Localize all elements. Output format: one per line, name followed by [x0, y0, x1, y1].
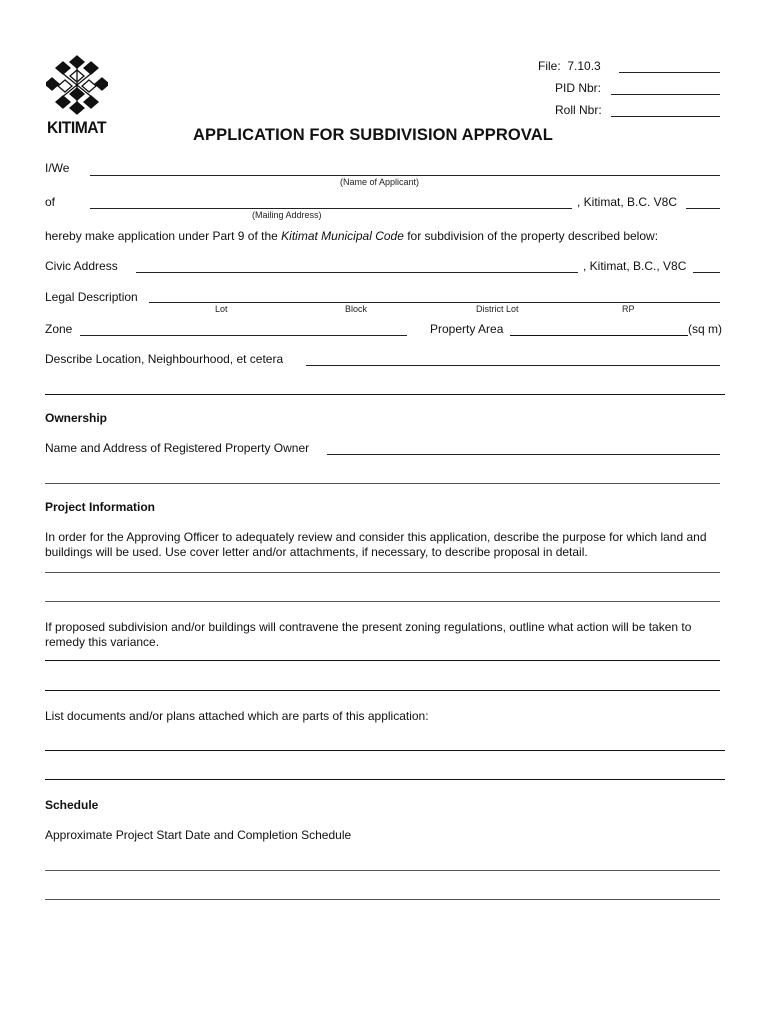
roll-field[interactable] — [611, 116, 720, 117]
applicant-name-field[interactable] — [90, 175, 720, 176]
legal-lot-hint: Lot — [215, 304, 228, 314]
applicant-label: I/We — [45, 161, 70, 175]
location-field[interactable] — [306, 365, 720, 366]
project-info-heading: Project Information — [45, 500, 156, 514]
variance-field-2[interactable] — [45, 690, 720, 691]
ownership-heading: Ownership — [45, 411, 108, 425]
schedule-text: Approximate Project Start Date and Completion Schedule — [45, 828, 352, 842]
address-suffix: , Kitimat, B.C. V8C — [577, 195, 678, 209]
project-purpose-field-1[interactable] — [45, 572, 720, 573]
variance-field-1[interactable] — [45, 660, 720, 661]
form-title: APPLICATION FOR SUBDIVISION APPROVAL — [193, 126, 553, 144]
intro-sentence — [45, 229, 658, 243]
legal-district-lot-hint: District Lot — [476, 304, 519, 314]
section-divider — [45, 394, 725, 395]
property-area-label: Property Area — [430, 322, 504, 336]
pid-label: PID Nbr: — [555, 81, 602, 95]
postal-code-field[interactable] — [686, 208, 720, 209]
legal-rp-hint: RP — [622, 304, 635, 314]
roll-label: Roll Nbr: — [555, 103, 602, 117]
intro-text-before: hereby make application under Part 9 of the — [45, 229, 278, 243]
schedule-field-1[interactable] — [45, 870, 720, 871]
owner-field[interactable] — [327, 454, 720, 455]
address-hint: (Mailing Address) — [252, 210, 322, 220]
property-area-unit: (sq m) — [688, 322, 722, 336]
kitimat-emblem-icon — [46, 54, 108, 116]
legal-description-label: Legal Description — [45, 290, 138, 304]
location-label: Describe Location, Neighbourhood, et cetera — [45, 352, 284, 366]
variance-text: If proposed subdivision and/or buildings will contravene the present zoning regulations, outline what action will be taken to remedy this variance. — [45, 620, 692, 649]
civic-address-label: Civic Address — [45, 259, 118, 273]
intro-text-after: for subdivision of the property described below: — [407, 229, 659, 243]
owner-label: Name and Address of Registered Property Owner — [45, 441, 310, 455]
file-label-text: File: — [538, 59, 561, 73]
municipal-code-reference: Kitimat Municipal Code — [281, 229, 404, 243]
file-field[interactable] — [619, 72, 720, 73]
file-number: 7.10.3 — [567, 59, 601, 73]
schedule-field-2[interactable] — [45, 899, 720, 900]
legal-block-hint: Block — [345, 304, 368, 314]
civic-postal-field[interactable] — [693, 272, 720, 273]
owner-field-line-2[interactable] — [45, 483, 720, 484]
project-purpose-text: In order for the Approving Officer to adequately review and consider this application, describe the purpose for which land and buildings will be used. Use cover letter and/or attachments, if necessary, to describe proposal in detail. — [45, 530, 707, 559]
property-area-field[interactable] — [510, 335, 688, 336]
zone-label: Zone — [45, 322, 73, 336]
address-label: of — [45, 195, 56, 209]
schedule-heading: Schedule — [45, 798, 99, 812]
pid-field[interactable] — [611, 94, 720, 95]
mailing-address-field[interactable] — [90, 208, 572, 209]
applicant-hint: (Name of Applicant) — [340, 177, 420, 187]
civic-address-suffix: , Kitimat, B.C., V8C — [583, 259, 687, 273]
file-label — [538, 59, 601, 73]
documents-text: List documents and/or plans attached which are parts of this application: — [45, 709, 429, 723]
zone-field[interactable] — [80, 335, 407, 336]
civic-address-field[interactable] — [136, 272, 578, 273]
documents-field-2[interactable] — [45, 779, 725, 780]
project-purpose-field-2[interactable] — [45, 601, 720, 602]
documents-field-1[interactable] — [45, 750, 725, 751]
logo-wordmark: KITIMAT — [47, 118, 107, 137]
legal-description-field[interactable] — [149, 302, 720, 303]
kitimat-logo — [44, 54, 116, 138]
